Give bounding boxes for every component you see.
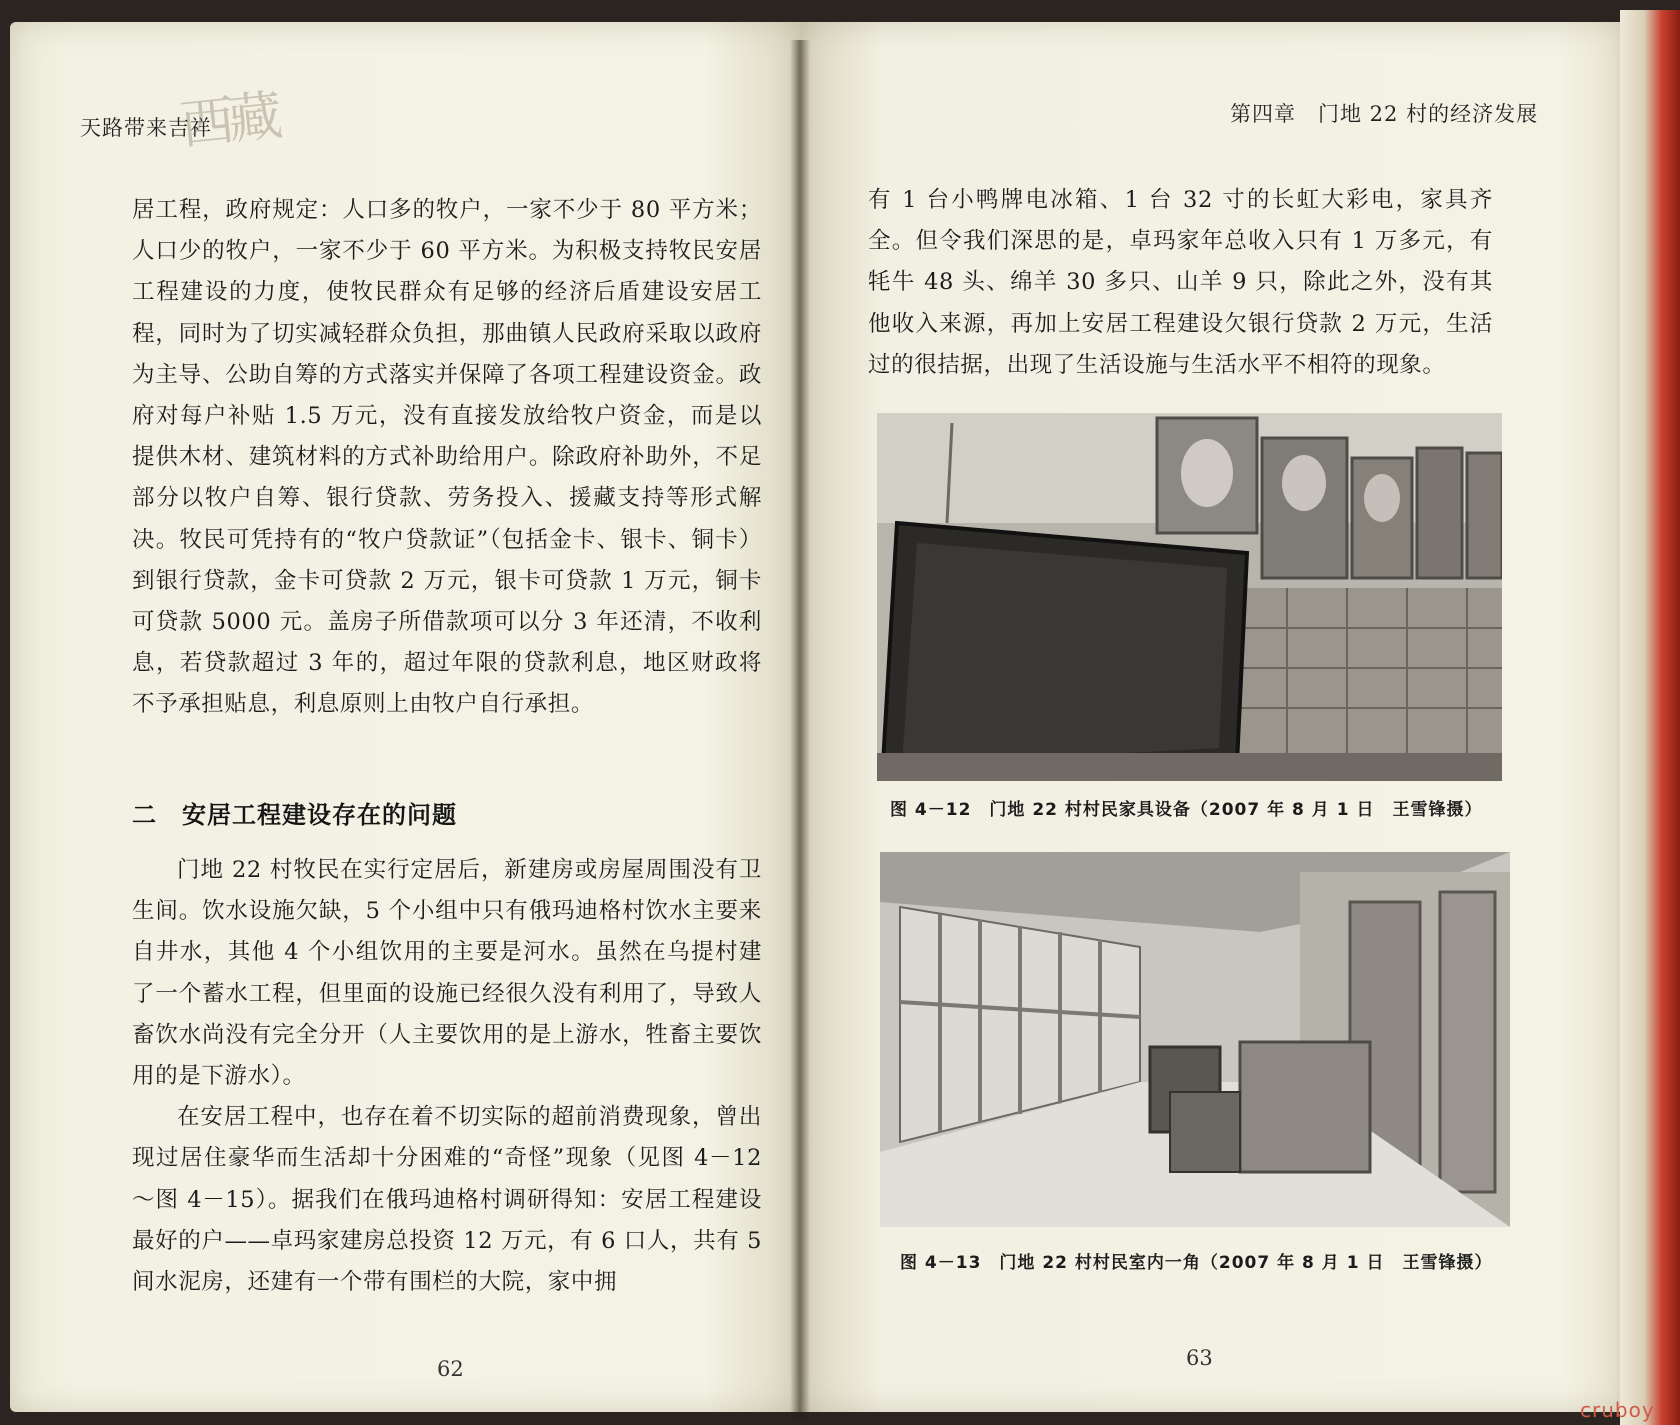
- left-paragraphs-bottom: [132, 850, 762, 1303]
- book-gutter: [790, 40, 810, 1420]
- paragraph-text: 在安居工程中，也存在着不切实际的超前消费现象，曾出现过居住豪华而生活却十分困难的“奇怪”现象（见图 4－12～图 4－15）。据我们在俄玛迪格村调研得知：安居工程建设最好的户——卓玛家建房总投资 12 万元，有 6 口人，共有 5 间水泥房，还建有一个带有围栏的大院，家中拥: [132, 1104, 762, 1296]
- paragraph-text: 居工程，政府规定：人口多的牧户，一家不少于 80 平方米；人口少的牧户，一家不少于 60 平方米。为积极支持牧民安居工程建设的力度，使牧民群众有足够的经济后盾建设安居工程，同时为了切实减轻群众负担，那曲镇人民政府采取以政府为主导、公助自筹的方式落实并保障了各项工程建设资金。政府对每户补贴 1.5 万元，没有直接发放给牧户资金，而是以提供木材、建筑材料的方式补助给用户。除政府补助外，不足部分以牧户自筹、银行贷款、劳务投入、援藏支持等形式解决。牧民可凭持有的“牧户贷款证”（包括金卡、银卡、铜卡）到银行贷款，金卡可贷款 2 万元，银卡可贷款 1 万元，铜卡可贷款 5000 元。盖房子所借款项可以分 3 年还清，不收利息，若贷款超过 3 年的，超过年限的贷款利息，地区财政将不予承担贴息，利息原则上由牧户自行承担。: [132, 197, 762, 718]
- paragraph-text: 门地 22 村牧民在实行定居后，新建房或房屋周围没有卫生间。饮水设施欠缺，5 个小组中只有俄玛迪格村饮水主要来自井水，其他 4 个小组饮用的主要是河水。虽然在乌提村建了一个蓄水工程，但里面的设施已经很久没有利用了，导致人畜饮水尚没有完全分开（人主要饮用的是上游水，牲畜主要饮用的是下游水）。: [132, 857, 762, 1090]
- page-edge: [1620, 10, 1680, 1425]
- figure-photo-interior: [880, 852, 1510, 1227]
- tibet-logo-mark: 西藏: [177, 84, 280, 157]
- left-paragraph-top: [132, 190, 762, 726]
- section-heading: 二 安居工程建设存在的问题: [132, 801, 457, 829]
- right-paragraph-top: [868, 180, 1493, 386]
- page-number-left: 62: [437, 1357, 464, 1381]
- photo-illustration: [880, 852, 1510, 1227]
- page-number-right: 63: [1186, 1346, 1213, 1370]
- photo-illustration: [877, 413, 1502, 781]
- scanner-watermark: cruboy: [1580, 1398, 1655, 1422]
- figure-caption-4-13: 图 4－13 门地 22 村村民室内一角（2007 年 8 月 1 日 王雪锋摄）: [900, 1253, 1493, 1273]
- figure-caption-4-12: 图 4－12 门地 22 村村民家具设备（2007 年 8 月 1 日 王雪锋摄）: [890, 800, 1483, 820]
- right-running-head: 第四章 门地 22 村的经济发展: [1230, 102, 1539, 126]
- paragraph-text: 有 1 台小鸭牌电冰箱、1 台 32 寸的长虹大彩电，家具齐全。但令我们深思的是，卓玛家年总收入只有 1 万多元，有牦牛 48 头、绵羊 30 多只、山羊 9 只，除此之外，没有其他收入来源，再加上安居工程建设欠银行贷款 2 万元，生活过的很拮据，出现了生活设施与生活水平不相符的现象。: [868, 187, 1493, 378]
- left-running-head: 天路带来吉祥: [80, 116, 212, 140]
- figure-photo-furniture: [877, 413, 1502, 781]
